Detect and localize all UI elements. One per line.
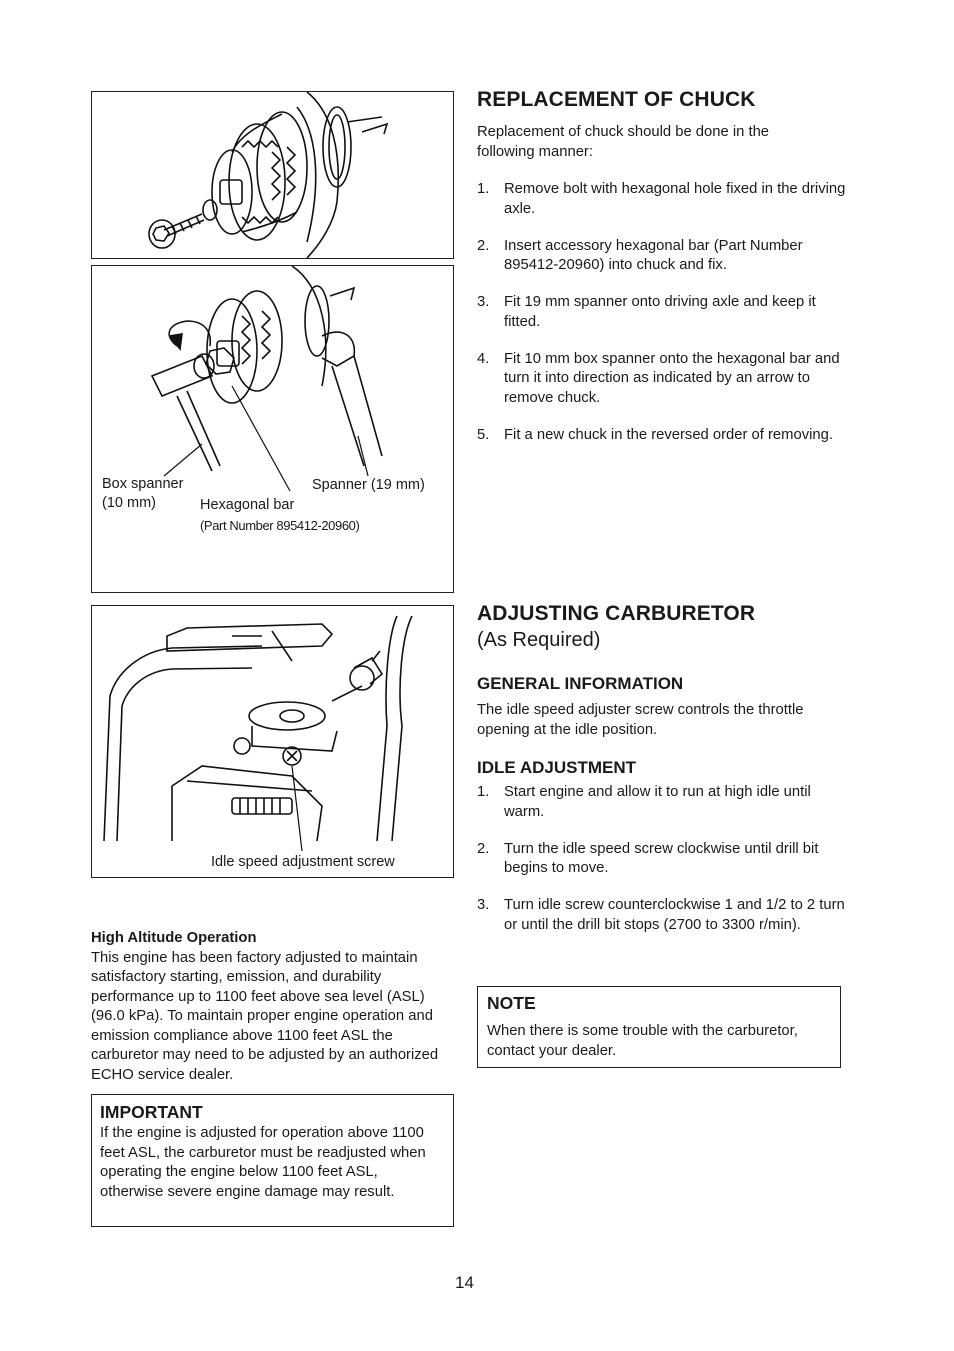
step-number: 4.	[477, 350, 490, 367]
high-altitude-section	[91, 929, 453, 1085]
step-number: 2.	[477, 237, 490, 254]
list-item	[477, 783, 847, 822]
step-number: 2.	[477, 840, 490, 857]
idle-steps	[477, 783, 847, 935]
step-text: Turn the idle speed screw clockwise until drill bit begins to move.	[504, 840, 819, 876]
list-item	[477, 350, 847, 409]
step-text: Fit 10 mm box spanner onto the hexagonal bar and turn it into direction as indicated by an arrow to remove chuck.	[504, 350, 840, 406]
list-item	[477, 840, 847, 879]
label-part-number: (Part Number 895412-20960)	[200, 518, 360, 533]
important-body: If the engine is adjusted for operation above 1100 feet ASL, the carburetor must be readjusted when operating the engine below 1100 feet ASL, otherwise severe engine damage may result.	[100, 1125, 426, 1200]
carburetor-illustration	[92, 606, 453, 876]
high-altitude-title: High Altitude Operation	[91, 930, 257, 946]
list-item	[477, 426, 847, 446]
important-box	[91, 1094, 454, 1227]
step-text: Insert accessory hexagonal bar (Part Number 895412-20960) into chuck and fix.	[504, 237, 803, 273]
step-number: 3.	[477, 897, 490, 913]
step-number: 1.	[477, 181, 490, 197]
note-body: When there is some trouble with the carburetor, contact your dealer.	[487, 1023, 798, 1059]
list-item	[477, 180, 847, 219]
replacement-steps	[477, 180, 847, 445]
carburetor-subtitle: (As Required)	[477, 629, 601, 651]
step-text: Fit 19 mm spanner onto driving axle and keep it fitted.	[504, 294, 816, 330]
replacement-title: REPLACEMENT OF CHUCK	[477, 88, 756, 111]
list-item	[477, 896, 847, 935]
step-text: Turn idle screw counterclockwise 1 and 1/2 to 2 turn or until the drill bit stops (2700 to 3300 r/min).	[504, 897, 845, 933]
step-number: 1.	[477, 784, 490, 800]
important-title: IMPORTANT	[100, 1102, 203, 1122]
label-hexagonal-bar: Hexagonal bar	[200, 497, 295, 513]
page-number: 14	[455, 1273, 474, 1292]
replacement-section	[477, 88, 847, 463]
high-altitude-body: This engine has been factory adjusted to maintain satisfactory starting, emission, and durability performance up to 1100 feet above sea level (ASL) (96.0 kPa). To maintain proper engine operation and emission compliance above 1100 feet ASL the carburetor may need to be adjusted by an authorized ECHO service dealer.	[91, 949, 439, 1083]
figure-carburetor	[91, 605, 454, 878]
chuck-exploded-illustration	[92, 92, 453, 258]
note-title: NOTE	[487, 993, 536, 1013]
step-number: 5.	[477, 426, 490, 443]
step-number: 3.	[477, 294, 490, 310]
list-item	[477, 293, 847, 332]
label-box-spanner: Box spanner (10 mm)	[102, 476, 184, 511]
step-text: Start engine and allow it to run at high idle until warm.	[504, 784, 811, 820]
replacement-intro: Replacement of chuck should be done in the following manner:	[477, 124, 770, 160]
label-spanner-19mm: Spanner (19 mm)	[312, 477, 425, 493]
general-info-body: The idle speed adjuster screw controls the throttle opening at the idle position.	[477, 702, 804, 738]
list-item	[477, 237, 847, 276]
label-idle-screw: Idle speed adjustment screw	[211, 854, 395, 870]
step-text: Remove bolt with hexagonal hole fixed in the driving axle.	[504, 181, 846, 217]
note-box	[477, 986, 841, 1068]
carburetor-section	[477, 602, 847, 953]
general-info-title: GENERAL INFORMATION	[477, 674, 684, 693]
carburetor-title: ADJUSTING CARBURETOR	[477, 602, 756, 625]
figure-chuck-removal	[91, 265, 454, 593]
step-text: Fit a new chuck in the reversed order of removing.	[504, 426, 833, 443]
chuck-removal-illustration	[92, 266, 453, 592]
figure-chuck-exploded	[91, 91, 454, 259]
idle-adjustment-title: IDLE ADJUSTMENT	[477, 758, 636, 777]
